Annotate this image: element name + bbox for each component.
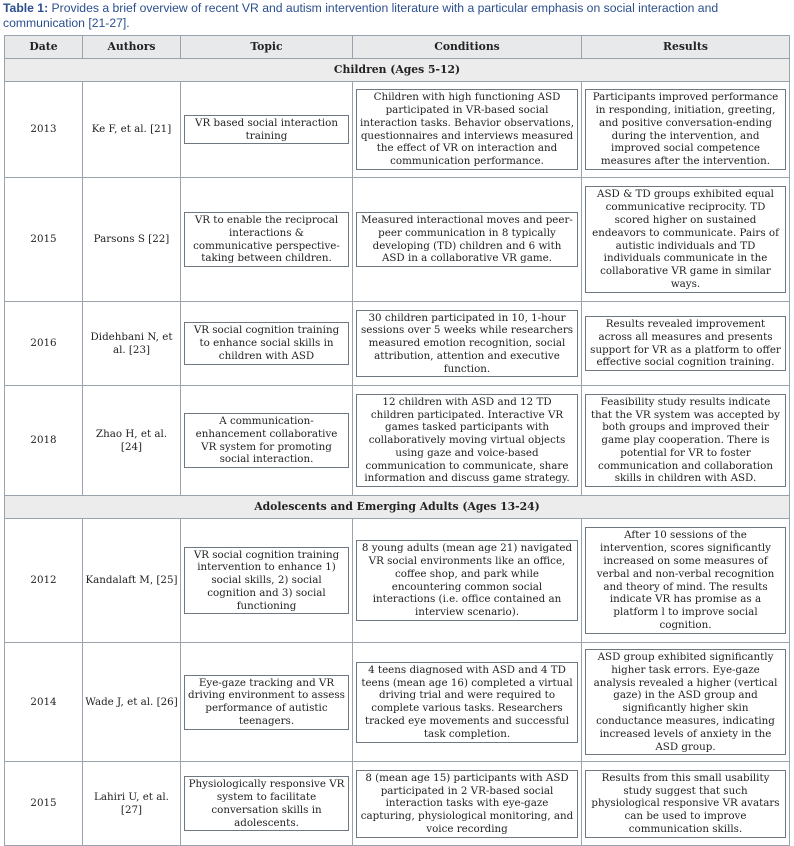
results-cell: ASD & TD groups exhibited equal communicative reciprocity. TD scored higher on sustained endeavors to communicate. Pairs of autistic individuals and TD individuals communicate in the collaborative VR game in similar ways. [585, 186, 786, 292]
table-row [5, 302, 790, 386]
table-caption [3, 1, 789, 31]
table-row [5, 386, 790, 496]
date-cell: 2014 [5, 643, 83, 762]
table-row [5, 762, 790, 846]
topic-cell: Eye-gaze tracking and VR driving environment to assess performance of autistic teenagers. [184, 675, 349, 730]
results-cell: ASD group exhibited significantly higher task errors. Eye-gaze analysis revealed a higher (vertical gaze) in the ASD group and significantly higher skin conductance measures, indicating increased levels of anxiety in the ASD group. [585, 649, 786, 755]
caption-label: Table 1: [3, 1, 49, 15]
header-results: Results [582, 36, 790, 59]
literature-table [4, 35, 790, 846]
header-authors: Authors [83, 36, 181, 59]
conditions-cell: 8 young adults (mean age 21) navigated VR social environments like an office, coffee shop, and park while encountering common social interactions (i.e. office contained an interview scenario). [356, 540, 578, 621]
conditions-cell: 4 teens diagnosed with ASD and 4 TD teens (mean age 16) completed a virtual driving trial and were required to complete various tasks. Researchers tracked eye movements and successful task completion. [356, 662, 578, 743]
topic-cell: VR social cognition training intervention to enhance 1) social skills, 2) social cognition and 3) social functioning [184, 547, 349, 615]
authors-cell: Didehbani N, et al. [23] [83, 302, 181, 386]
section-row-children [5, 59, 790, 82]
results-cell: Results from this small usability study suggest that such physiological responsive VR avatars can be used to improve communication skills. [585, 770, 786, 838]
results-cell: Feasibility study results indicate that the VR system was accepted by both groups and improved their game play cooperation. There is potential for VR to foster communication and collaboration skills in children with ASD. [585, 394, 786, 488]
authors-cell: Wade J, et al. [26] [83, 643, 181, 762]
header-conditions: Conditions [353, 36, 582, 59]
date-cell: 2012 [5, 519, 83, 643]
authors-cell: Parsons S [22] [83, 178, 181, 302]
topic-cell: A communication-enhancement collaborative VR system for promoting social interaction. [184, 413, 349, 468]
date-cell: 2016 [5, 302, 83, 386]
table-header-row [5, 36, 790, 59]
authors-cell: Zhao H, et al. [24] [83, 386, 181, 496]
caption-text: Provides a brief overview of recent VR and autism intervention literature with a particular emphasis on social interaction and communication [21-27]. [3, 1, 719, 30]
date-cell: 2015 [5, 762, 83, 846]
header-topic: Topic [181, 36, 353, 59]
section-row-adolescents [5, 496, 790, 519]
results-cell: After 10 sessions of the intervention, scores significantly increased on some measures of verbal and non-verbal recognition and theory of mind. The results indicate VR has promise as a platform l to improve social cognition. [585, 527, 786, 633]
topic-cell: VR social cognition training to enhance social skills in children with ASD [184, 322, 349, 364]
authors-cell: Kandalaft M, [25] [83, 519, 181, 643]
results-cell: Results revealed improvement across all measures and presents support for VR as a platform to offer effective social cognition training. [585, 316, 786, 371]
conditions-cell: 30 children participated in 10, 1-hour sessions over 5 weeks while researchers measured emotion recognition, social attribution, attention and executive function. [356, 310, 578, 378]
table-row [5, 82, 790, 178]
date-cell: 2015 [5, 178, 83, 302]
results-cell: Participants improved performance in responding, initiation, greeting, and positive conversation-ending during the intervention, and improved social competence measures after the intervention. [585, 89, 786, 170]
authors-cell: Lahiri U, et al. [27] [83, 762, 181, 846]
topic-cell: VR based social interaction training [184, 115, 349, 145]
header-date: Date [5, 36, 83, 59]
topic-cell: VR to enable the reciprocal interactions & communicative perspective-taking between children. [184, 212, 349, 267]
section-title: Children (Ages 5-12) [5, 59, 790, 82]
table-row [5, 643, 790, 762]
table-row [5, 519, 790, 643]
conditions-cell: Children with high functioning ASD participated in VR-based social interaction tasks. Behavior observations, questionnaires and interviews measured the effect of VR on interaction and communication performance. [356, 89, 578, 170]
table-row [5, 178, 790, 302]
conditions-cell: 8 (mean age 15) participants with ASD participated in 2 VR-based social interaction tasks with eye-gaze capturing, physiological monitoring, and voice recording [356, 770, 578, 838]
authors-cell: Ke F, et al. [21] [83, 82, 181, 178]
topic-cell: Physiologically responsive VR system to facilitate conversation skills in adolescents. [184, 776, 349, 831]
date-cell: 2018 [5, 386, 83, 496]
section-title: Adolescents and Emerging Adults (Ages 13-24) [5, 496, 790, 519]
date-cell: 2013 [5, 82, 83, 178]
conditions-cell: Measured interactional moves and peer-peer communication in 8 typically developing (TD) children and 6 with ASD in a collaborative VR game. [356, 212, 578, 267]
conditions-cell: 12 children with ASD and 12 TD children participated. Interactive VR games tasked participants with collaboratively moving virtual objects using gaze and voice-based communication to communicate, share information and discuss game strategy. [356, 394, 578, 488]
